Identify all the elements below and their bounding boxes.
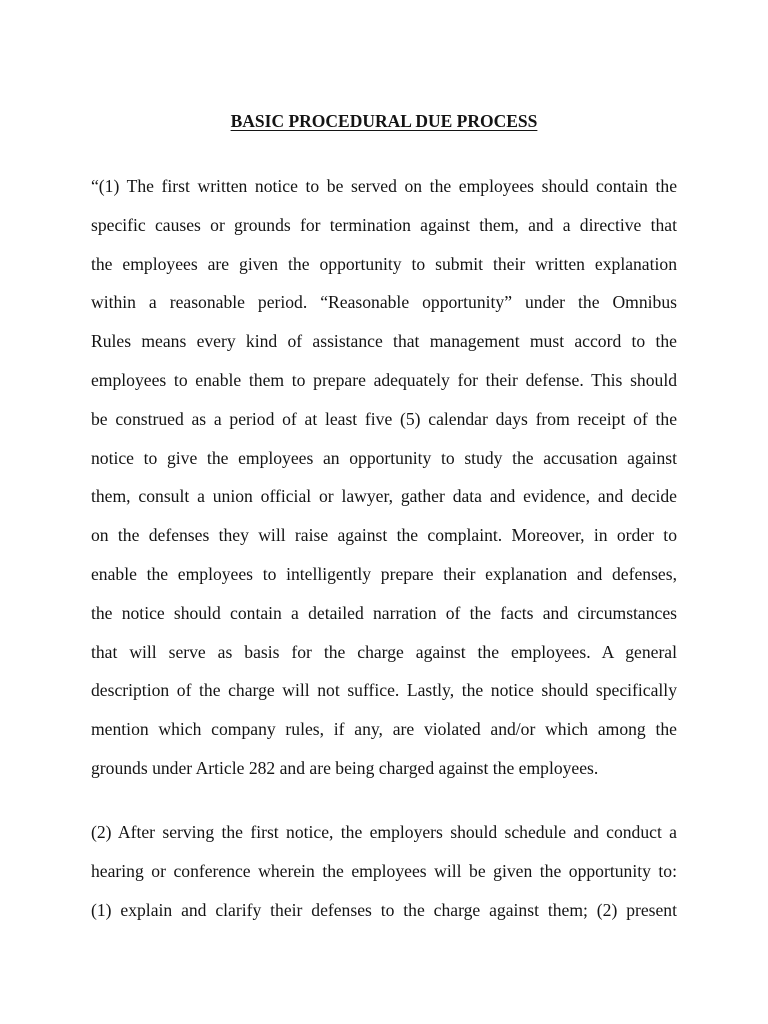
text-line: (2) After serving the first notice, the employers should schedule and conduct a	[91, 822, 677, 842]
text-line: “(1) The first written notice to be served on the employees should contain the	[91, 176, 677, 196]
text-line: within a reasonable period. “Reasonable opportunity” under the Omnibus	[91, 292, 677, 313]
paragraph-hearing	[91, 813, 677, 929]
document-title: BASIC PROCEDURAL DUE PROCESS	[230, 111, 538, 131]
text-line: description of the charge will not suffice. Lastly, the notice should specifically	[91, 680, 677, 701]
text-line: that will serve as basis for the charge against the employees. A general	[91, 641, 677, 662]
text-line: be construed as a period of at least five (5) calendar days from receipt of the	[91, 408, 677, 429]
text-line: the employees are given the opportunity to submit their written explanation	[91, 253, 677, 274]
text-line: grounds under Article 282 and are being charged against the employees.	[91, 757, 599, 778]
text-line: the notice should contain a detailed narration of the facts and circumstances	[91, 602, 677, 623]
text-line: employees to enable them to prepare adequately for their defense. This should	[91, 369, 677, 390]
text-line: them, consult a union official or lawyer, gather data and evidence, and decide	[91, 486, 677, 507]
text-line: Rules means every kind of assistance that management must accord to the	[91, 331, 677, 352]
text-line: hearing or conference wherein the employees will be given the opportunity to:	[91, 860, 677, 881]
text-line: notice to give the employees an opportunity to study the accusation against	[91, 447, 677, 468]
text-line: mention which company rules, if any, are violated and/or which among the	[91, 719, 677, 740]
paragraph-first-notice	[91, 167, 677, 788]
text-line: on the defenses they will raise against the complaint. Moreover, in order to	[91, 525, 677, 546]
text-line: specific causes or grounds for termination against them, and a directive that	[91, 214, 677, 235]
text-line: enable the employees to intelligently prepare their explanation and defenses,	[91, 563, 677, 584]
text-line: (1) explain and clarify their defenses to the charge against them; (2) present	[91, 899, 677, 920]
